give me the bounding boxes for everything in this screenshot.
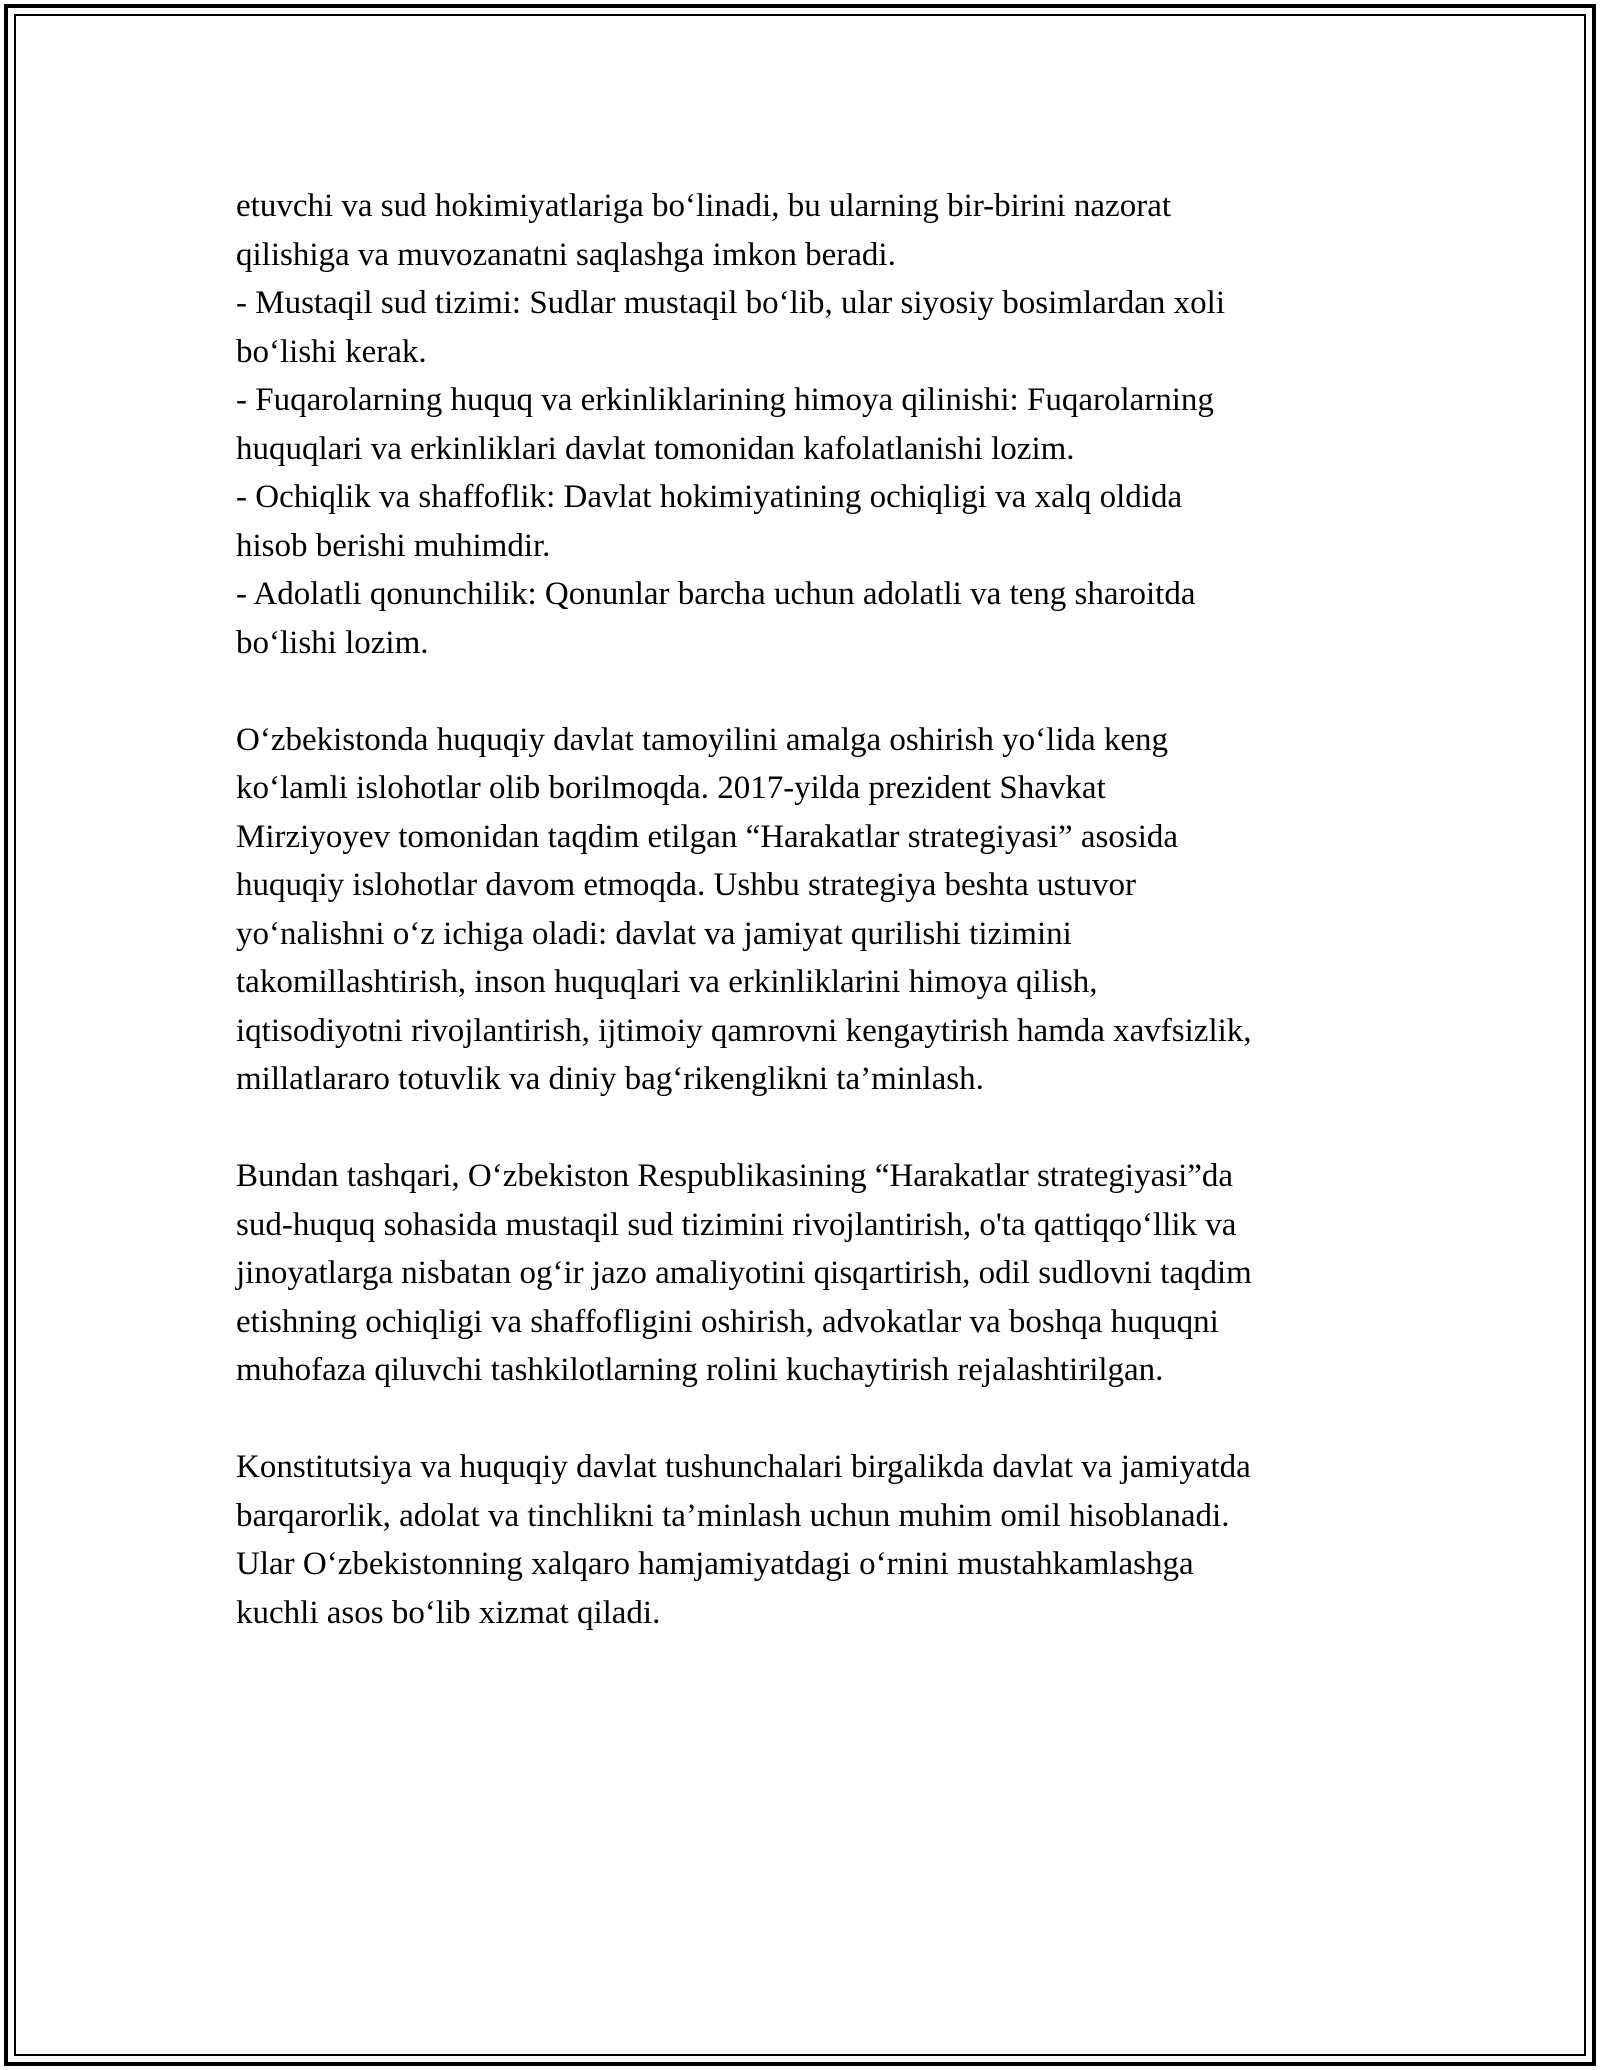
- text-line: iqtisodiyotni rivojlantirish, ijtimoiy qamrovni kengaytirish hamda xavfsizlik,: [236, 1012, 1252, 1049]
- text-line: ko‘lamli islohotlar olib borilmoqda. 2017-yilda prezident Shavkat: [236, 770, 1106, 806]
- text-line: muhofaza qiluvchi tashkilotlarning rolini kuchaytirish rejalashtirilgan.: [236, 1352, 1164, 1388]
- list-item-openness-transparency: - Ochiqlik va shaffoflik: Davlat hokimiyatining ochiqligi va xalq oldida: [236, 479, 1183, 515]
- principles-list-continuation: [236, 182, 1386, 667]
- text-line: bo‘lishi kerak.: [236, 333, 427, 370]
- text-line: qilishiga va muvozanatni saqlashga imkon beradi.: [236, 236, 896, 273]
- paragraph-gap: [236, 667, 1386, 716]
- text-line: millatlararo totuvlik va diniy bag‘rikenglikni ta’minlash.: [236, 1061, 984, 1097]
- paragraph-reforms: [236, 716, 1386, 1104]
- text-line: takomillashtirish, inson huquqlari va erkinliklarini himoya qilish,: [236, 964, 1098, 1000]
- text-line: Konstitutsiya va huquqiy davlat tushunchalari birgalikda davlat va jamiyatda: [236, 1449, 1251, 1485]
- text-line: huquqiy islohotlar davom etmoqda. Ushbu strategiya beshta ustuvor: [236, 867, 1137, 903]
- text-line: kuchli asos bo‘lib xizmat qiladi.: [236, 1594, 661, 1631]
- text-line: yo‘nalishni o‘z ichiga oladi: davlat va jamiyat qurilishi tizimini: [236, 915, 1072, 952]
- text-line: barqarorlik, adolat va tinchlikni ta’minlash uchun muhim omil hisoblanadi.: [236, 1497, 1230, 1534]
- text-line: Bundan tashqari, O‘zbekiston Respublikasining “Harakatlar strategiyasi”da: [236, 1158, 1234, 1194]
- document-body: [236, 182, 1386, 1637]
- paragraph-conclusion: [236, 1443, 1386, 1637]
- text-line: Ular O‘zbekistonning xalqaro hamjamiyatdagi o‘rnini mustahkamlashga: [236, 1546, 1194, 1582]
- text-line: etishning ochiqligi va shaffofligini oshirish, advokatlar va boshqa huquqni: [236, 1303, 1219, 1340]
- text-line: bo‘lishi lozim.: [236, 624, 429, 661]
- text-line: Mirziyoyev tomonidan taqdim etilgan “Harakatlar strategiyasi” asosida: [236, 818, 1179, 855]
- text-line: O‘zbekistonda huquqiy davlat tamoyilini amalga oshirish yo‘lida keng: [236, 721, 1169, 758]
- paragraph-gap: [236, 1395, 1386, 1444]
- list-item-citizen-rights: - Fuqarolarning huquq va erkinliklarining himoya qilinishi: Fuqarolarning: [236, 382, 1214, 418]
- text-line: sud-huquq sohasida mustaqil sud tizimini rivojlantirish, o'ta qattiqqo‘llik va: [236, 1206, 1237, 1243]
- paragraph-gap: [236, 1104, 1386, 1153]
- text-line: hisob berishi muhimdir.: [236, 527, 551, 564]
- text-line: etuvchi va sud hokimiyatlariga bo‘linadi, bu ularning bir-birini nazorat: [236, 188, 1172, 224]
- list-item-fair-legislation: - Adolatli qonunchilik: Qonunlar barcha uchun adolatli va teng sharoitda: [236, 576, 1196, 612]
- paragraph-judicial-reform: [236, 1152, 1386, 1395]
- text-line: jinoyatlarga nisbatan og‘ir jazo amaliyotini qisqartirish, odil sudlovni taqdim: [236, 1255, 1252, 1291]
- text-line: huquqlari va erkinliklari davlat tomonidan kafolatlanishi lozim.: [236, 430, 1075, 467]
- list-item-independent-judiciary: - Mustaqil sud tizimi: Sudlar mustaqil bo‘lib, ular siyosiy bosimlardan xoli: [236, 285, 1226, 321]
